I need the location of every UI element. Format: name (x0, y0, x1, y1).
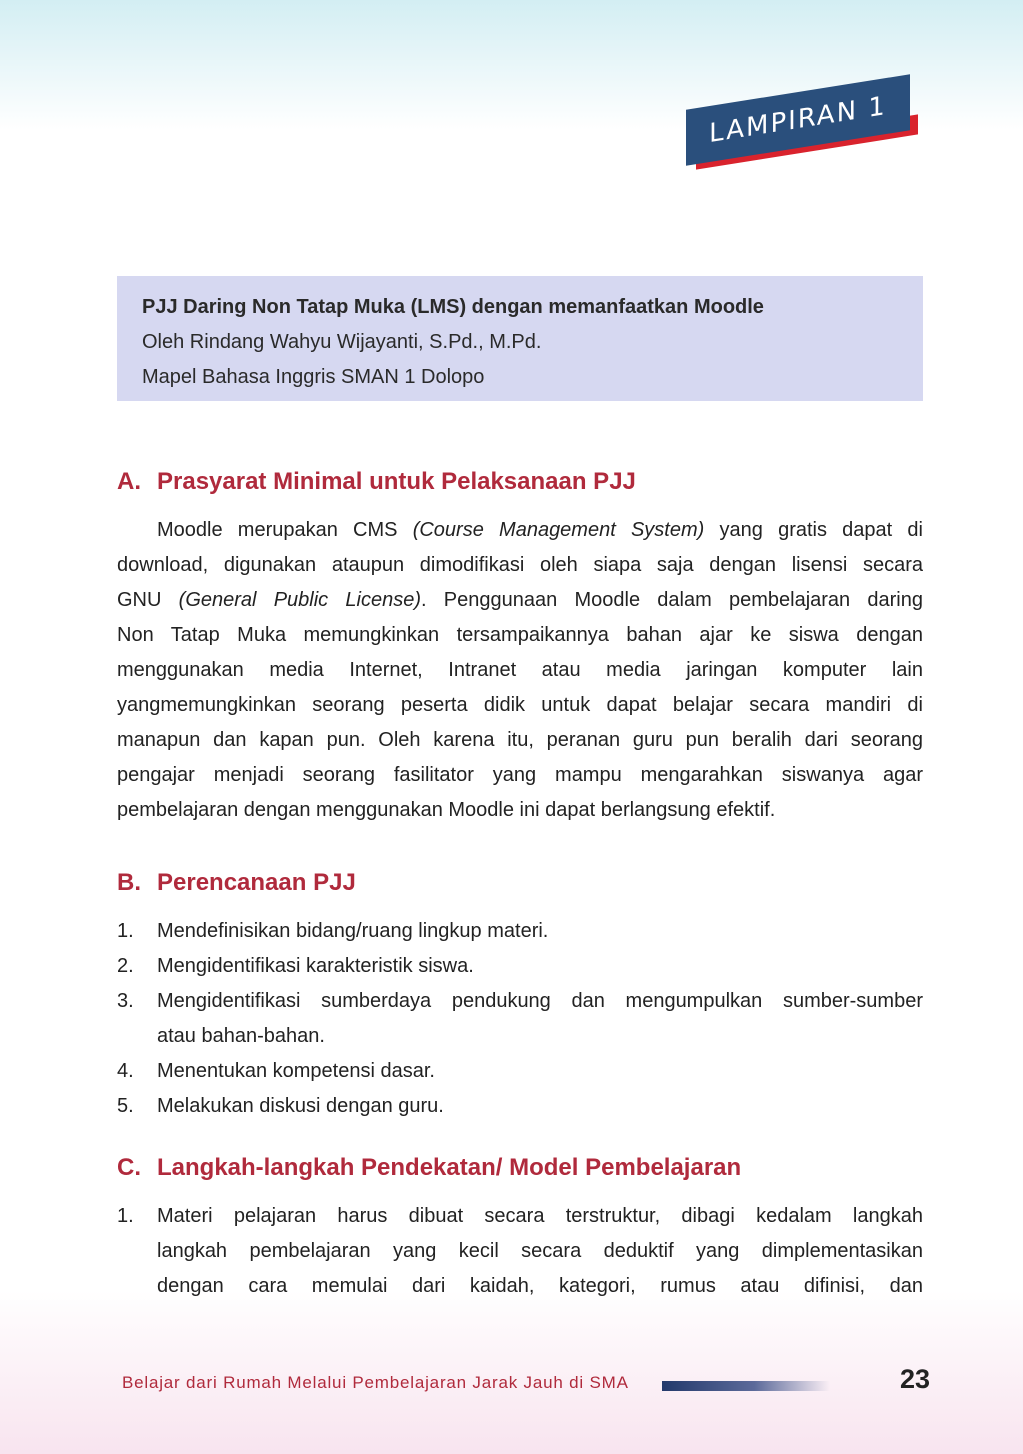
list-item-number: 5. (117, 1095, 134, 1117)
list-item-text: Mendefinisikan bidang/ruang lingkup materi. (157, 920, 549, 942)
paragraph-line (117, 723, 923, 758)
paragraph-line (117, 758, 923, 793)
list-item (117, 1089, 923, 1124)
text-segment: manapun dan kapan pun. Oleh karena itu, peranan guru pun beralih dari seorang (117, 729, 923, 751)
text-segment: pengajar menjadi seorang fasilitator yang mampu mengarahkan siswanya agar (117, 764, 923, 786)
footer-decor-bar (662, 1381, 830, 1391)
text-segment: Non Tatap Muka memungkinkan tersampaikannya bahan ajar ke siswa dengan (117, 624, 923, 646)
text-segment: yang gratis dapat di (704, 519, 923, 541)
list-item-number: 4. (117, 1060, 134, 1082)
section-b-title: Perencanaan PJJ (157, 869, 356, 896)
text-segment: menggunakan media Internet, Intranet atau media jaringan komputer lain (117, 659, 923, 681)
paragraph-line (117, 583, 923, 618)
list-item (117, 1199, 923, 1304)
section-b-list (117, 914, 923, 1124)
list-item (117, 914, 923, 949)
paragraph-line (117, 548, 923, 583)
info-subject: Mapel Bahasa Inggris SMAN 1 Dolopo (142, 366, 485, 388)
section-a-title: Prasyarat Minimal untuk Pelaksanaan PJJ (157, 468, 636, 495)
text-segment: Moodle merupakan CMS (157, 519, 413, 541)
paragraph-line (117, 793, 923, 828)
paragraph-line (117, 513, 923, 548)
section-a-letter: A. (117, 468, 141, 495)
banner-label: LAMPIRAN 1 (709, 90, 887, 150)
section-a-heading (117, 468, 923, 496)
section-a-paragraph (117, 513, 923, 828)
list-item-number: 3. (117, 990, 134, 1012)
paragraph-line (117, 653, 923, 688)
text-segment: GNU (117, 589, 179, 611)
italic-term: (Course Management System) (412, 519, 705, 541)
info-box (117, 276, 923, 401)
text-segment: pembelajaran dengan menggunakan Moodle ini dapat berlangsung efektif. (117, 799, 776, 821)
list-item (117, 1054, 923, 1089)
list-item-number: 1. (117, 920, 134, 942)
list-item-text: Menentukan kompetensi dasar. (157, 1060, 435, 1082)
section-c-heading (117, 1154, 923, 1182)
page-number: 23 (899, 1364, 930, 1394)
section-c-list (117, 1199, 923, 1304)
text-segment: yangmemungkinkan seorang peserta didik untuk dapat belajar secara mandiri di (117, 694, 923, 716)
list-item-text: langkah pembelajaran yang kecil secara deduktif yang dimplementasikan (157, 1240, 923, 1262)
info-title: PJJ Daring Non Tatap Muka (LMS) dengan memanfaatkan Moodle (142, 296, 764, 318)
text-segment: . Penggunaan Moodle dalam pembelajaran daring (421, 589, 923, 611)
section-b-letter: B. (117, 869, 141, 896)
list-item-text: atau bahan-bahan. (157, 1025, 325, 1047)
section-b-heading (117, 869, 923, 897)
italic-term: (General Public License) (178, 589, 422, 611)
footer-title: Belajar dari Rumah Melalui Pembelajaran Jarak Jauh di SMA (122, 1373, 629, 1392)
list-item-text: dengan cara memulai dari kaidah, kategori, rumus atau difinisi, dan (157, 1275, 923, 1297)
list-item-text: Mengidentifikasi sumberdaya pendukung dan mengumpulkan sumber-sumber (157, 990, 923, 1012)
list-item (117, 984, 923, 1054)
list-item-text: Mengidentifikasi karakteristik siswa. (157, 955, 474, 977)
paragraph-line (117, 688, 923, 723)
paragraph-line (117, 618, 923, 653)
text-segment: download, digunakan ataupun dimodifikasi oleh siapa saja dengan lisensi secara (117, 554, 923, 576)
section-c-letter: C. (117, 1154, 141, 1181)
list-item-text: Melakukan diskusi dengan guru. (157, 1095, 444, 1117)
list-item-text: Materi pelajaran harus dibuat secara terstruktur, dibagi kedalam langkah (157, 1205, 923, 1227)
list-item-number: 1. (117, 1205, 134, 1227)
list-item-number: 2. (117, 955, 134, 977)
list-item (117, 949, 923, 984)
lampiran-banner (680, 70, 930, 200)
info-author: Oleh Rindang Wahyu Wijayanti, S.Pd., M.Pd. (142, 331, 542, 353)
section-c-title: Langkah-langkah Pendekatan/ Model Pembelajaran (157, 1154, 742, 1181)
